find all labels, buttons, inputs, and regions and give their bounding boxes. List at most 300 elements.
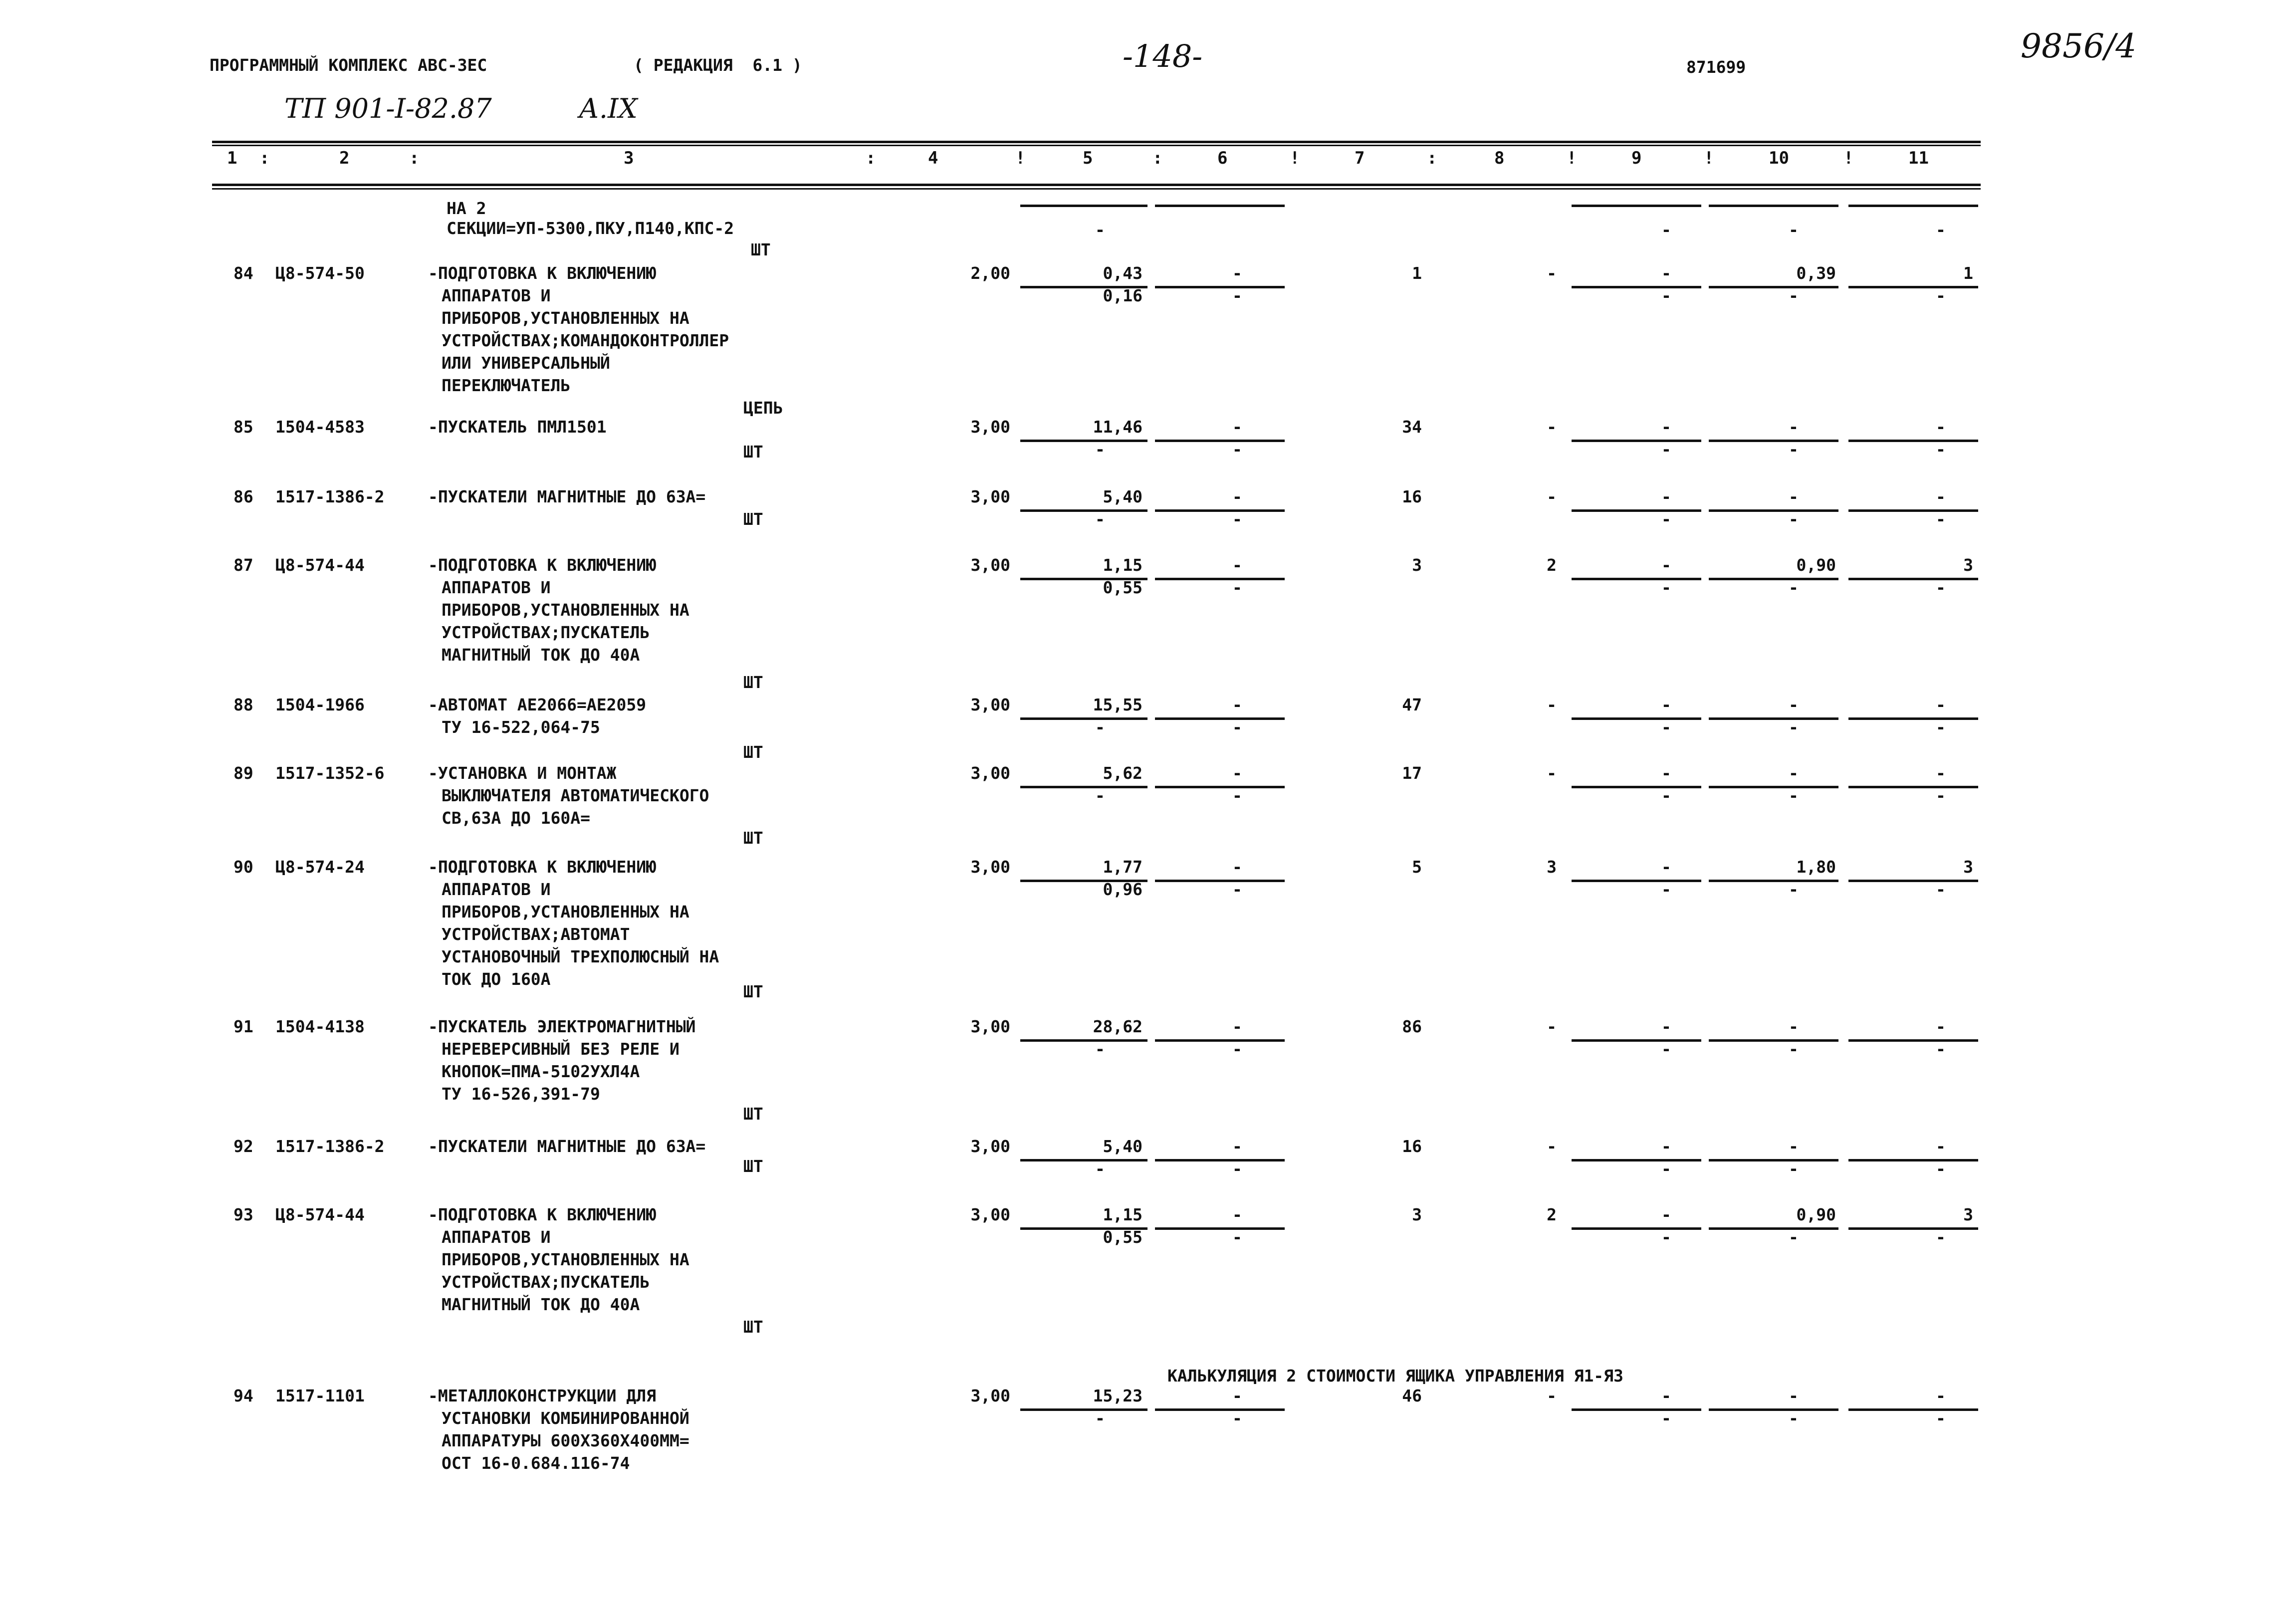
cell-value: - bbox=[1232, 509, 1242, 529]
cell-value: 0,16 bbox=[1103, 286, 1142, 305]
cell-value: - bbox=[1661, 880, 1671, 899]
cell-divider-rule bbox=[1155, 1039, 1285, 1042]
cell-value: - bbox=[1232, 487, 1242, 506]
cell-value: - bbox=[1232, 880, 1242, 899]
cell-value: - bbox=[1789, 1386, 1799, 1405]
cell-value: 5,40 bbox=[1103, 487, 1142, 506]
cell-value: 3,00 bbox=[970, 763, 1010, 783]
cell-divider-rule bbox=[1848, 717, 1978, 720]
cell-value: - bbox=[1547, 417, 1557, 437]
column-header: 4 bbox=[928, 148, 938, 168]
cell-value: - bbox=[1789, 440, 1799, 459]
cell-divider-rule bbox=[1848, 880, 1978, 882]
cell-value: - bbox=[1095, 1159, 1105, 1178]
cell-value: - bbox=[1095, 440, 1105, 459]
cell-value: - bbox=[1661, 1205, 1671, 1224]
desc-line: НА 2 bbox=[447, 199, 486, 218]
cell-divider-rule bbox=[1709, 440, 1838, 442]
unit-label: ШТ bbox=[743, 509, 763, 529]
cell-divider-rule bbox=[1572, 509, 1701, 512]
cell-divider-rule bbox=[1155, 786, 1285, 788]
column-separator: ! bbox=[1290, 148, 1300, 168]
cell-value: - bbox=[1547, 695, 1557, 714]
desc-line: УСТРОЙСТВАХ;АВТОМАТ bbox=[442, 925, 630, 944]
column-header: 5 bbox=[1083, 148, 1093, 168]
desc-line: ТУ 16-522,064-75 bbox=[442, 717, 600, 737]
cell-value: - bbox=[1661, 220, 1671, 239]
cell-divider-rule bbox=[1020, 1039, 1147, 1042]
cell-value: 16 bbox=[1402, 487, 1422, 506]
cell-value: 3 bbox=[1963, 1205, 1973, 1224]
cell-value: - bbox=[1936, 1386, 1946, 1405]
cell-value: - bbox=[1095, 1039, 1105, 1059]
cell-value: 3,00 bbox=[970, 1205, 1010, 1224]
cell-value: - bbox=[1232, 717, 1242, 737]
desc-line: ИЛИ УНИВЕРСАЛЬНЫЙ bbox=[442, 353, 610, 373]
column-header: 1 bbox=[227, 148, 237, 168]
cell-value: - bbox=[1789, 786, 1799, 805]
edition-label: ( РЕДАКЦИЯ 6.1 ) bbox=[634, 55, 802, 75]
page-number: -148- bbox=[1123, 38, 1203, 74]
cell-value: 2,00 bbox=[970, 263, 1010, 283]
cell-value: - bbox=[1232, 695, 1242, 714]
cell-divider-rule bbox=[1020, 440, 1147, 442]
resource-code: 1517-1386-2 bbox=[275, 1137, 385, 1156]
cell-value: 0,43 bbox=[1103, 263, 1142, 283]
cell-divider-rule bbox=[1155, 578, 1285, 580]
cell-value: - bbox=[1661, 1137, 1671, 1156]
row-number: 87 bbox=[233, 555, 253, 575]
cell-value: 5,40 bbox=[1103, 1137, 1142, 1156]
cell-divider-rule bbox=[1020, 509, 1147, 512]
desc-line: -ПУСКАТЕЛИ МАГНИТНЫЕ ДО 63А= bbox=[428, 487, 706, 506]
album-label: А.IХ bbox=[579, 93, 638, 124]
cell-value: - bbox=[1095, 509, 1105, 529]
cell-value: - bbox=[1936, 695, 1946, 714]
cell-value: 0,96 bbox=[1103, 880, 1142, 899]
corner-mark: 9856/4 bbox=[2021, 27, 2137, 65]
cell-divider-rule bbox=[1020, 717, 1147, 720]
cell-value: 1,15 bbox=[1103, 1205, 1142, 1224]
cell-value: - bbox=[1789, 487, 1799, 506]
cell-value: - bbox=[1936, 1137, 1946, 1156]
cell-value: 0,39 bbox=[1796, 263, 1836, 283]
cell-value: - bbox=[1936, 1227, 1946, 1247]
cell-divider-rule bbox=[1155, 880, 1285, 882]
cell-value: - bbox=[1661, 509, 1671, 529]
cell-value: 34 bbox=[1402, 417, 1422, 437]
cell-value: - bbox=[1661, 763, 1671, 783]
row-number: 94 bbox=[233, 1386, 253, 1405]
desc-line: УСТАНОВКИ КОМБИНИРОВАННОЙ bbox=[442, 1408, 689, 1428]
cell-value: 3,00 bbox=[970, 487, 1010, 506]
row-number: 91 bbox=[233, 1017, 253, 1036]
desc-line: МАГНИТНЫЙ ТОК ДО 40А bbox=[442, 645, 640, 665]
cell-divider-rule bbox=[1709, 1039, 1838, 1042]
unit-label: ШТ bbox=[743, 982, 763, 1001]
cell-divider-rule bbox=[1709, 717, 1838, 720]
cell-value: - bbox=[1936, 509, 1946, 529]
cell-divider-rule bbox=[1155, 286, 1285, 288]
cell-value: 5,62 bbox=[1103, 763, 1142, 783]
project-code: ТП 901-I-82.87 bbox=[284, 93, 492, 124]
column-header: 6 bbox=[1217, 148, 1228, 168]
cell-value: - bbox=[1789, 880, 1799, 899]
resource-code: 1517-1352-6 bbox=[275, 763, 385, 783]
cell-value: - bbox=[1936, 1408, 1946, 1428]
cell-value: 3,00 bbox=[970, 857, 1010, 877]
cell-value: - bbox=[1095, 1408, 1105, 1428]
desc-line: УСТРОЙСТВАХ;ПУСКАТЕЛЬ bbox=[442, 623, 650, 642]
cell-value: - bbox=[1232, 286, 1242, 305]
cell-value: - bbox=[1936, 786, 1946, 805]
desc-line: ПРИБОРОВ,УСТАНОВЛЕННЫХ НА bbox=[442, 1250, 689, 1269]
cell-value: 17 bbox=[1402, 763, 1422, 783]
row-number: 92 bbox=[233, 1137, 253, 1156]
cell-value: - bbox=[1661, 286, 1671, 305]
cell-divider-rule bbox=[1155, 1408, 1285, 1411]
cell-value: 3 bbox=[1547, 857, 1557, 877]
desc-line: ВЫКЛЮЧАТЕЛЯ АВТОМАТИЧЕСКОГО bbox=[442, 786, 709, 805]
cell-value: - bbox=[1095, 717, 1105, 737]
desc-line: МАГНИТНЫЙ ТОК ДО 40А bbox=[442, 1295, 640, 1314]
cell-value: - bbox=[1789, 509, 1799, 529]
cell-value: - bbox=[1232, 1227, 1242, 1247]
cell-value: - bbox=[1661, 1159, 1671, 1178]
desc-line: -ПОДГОТОВКА К ВКЛЮЧЕНИЮ bbox=[428, 555, 656, 575]
desc-line: -ПОДГОТОВКА К ВКЛЮЧЕНИЮ bbox=[428, 857, 656, 877]
cell-value: - bbox=[1661, 263, 1671, 283]
cell-value: - bbox=[1936, 286, 1946, 305]
row-number: 84 bbox=[233, 263, 253, 283]
cell-value: - bbox=[1789, 1137, 1799, 1156]
unit-label: ШТ bbox=[743, 1317, 763, 1337]
resource-code: Ц8-574-50 bbox=[275, 263, 365, 283]
cell-value: - bbox=[1661, 1039, 1671, 1059]
cell-value: 0,90 bbox=[1796, 555, 1836, 575]
cell-divider-rule bbox=[1709, 509, 1838, 512]
cell-value: - bbox=[1789, 763, 1799, 783]
unit-label: ЦЕПЬ bbox=[743, 398, 783, 418]
desc-line: АППАРАТОВ И bbox=[442, 286, 551, 305]
column-separator: : bbox=[1152, 148, 1163, 168]
cell-divider-rule bbox=[1709, 1408, 1838, 1411]
desc-line: СЕКЦИИ=УП-5300,ПКУ,П140,КПС-2 bbox=[447, 219, 734, 238]
cell-divider-rule bbox=[1572, 286, 1701, 288]
resource-code: 1504-1966 bbox=[275, 695, 365, 714]
desc-line: ПРИБОРОВ,УСТАНОВЛЕННЫХ НА bbox=[442, 600, 689, 620]
cell-value: 3 bbox=[1963, 857, 1973, 877]
resource-code: Ц8-574-44 bbox=[275, 555, 365, 575]
table-top-rule bbox=[212, 141, 1981, 143]
cell-value: 0,55 bbox=[1103, 578, 1142, 597]
cell-divider-rule bbox=[1572, 205, 1701, 207]
desc-line: ПРИБОРОВ,УСТАНОВЛЕННЫХ НА bbox=[442, 902, 689, 922]
cell-value: 0,55 bbox=[1103, 1227, 1142, 1247]
cell-value: - bbox=[1095, 220, 1105, 239]
cell-divider-rule bbox=[1848, 509, 1978, 512]
cell-value: 1 bbox=[1412, 263, 1422, 283]
column-separator: : bbox=[259, 148, 270, 168]
cell-value: - bbox=[1547, 487, 1557, 506]
cell-divider-rule bbox=[1848, 1227, 1978, 1230]
cell-value: - bbox=[1232, 786, 1242, 805]
cell-value: - bbox=[1936, 440, 1946, 459]
cell-divider-rule bbox=[1155, 1159, 1285, 1161]
cell-value: - bbox=[1936, 763, 1946, 783]
cell-value: - bbox=[1789, 578, 1799, 597]
desc-line: -ПОДГОТОВКА К ВКЛЮЧЕНИЮ bbox=[428, 1205, 656, 1224]
desc-line: АППАРАТОВ И bbox=[442, 880, 551, 899]
cell-divider-rule bbox=[1572, 1159, 1701, 1161]
cell-divider-rule bbox=[1572, 1039, 1701, 1042]
cell-value: - bbox=[1936, 880, 1946, 899]
desc-line: ОСТ 16-0.684.116-74 bbox=[442, 1453, 630, 1473]
desc-line: ТОК ДО 160А bbox=[442, 969, 551, 989]
unit-label: ШТ bbox=[743, 673, 763, 692]
row-number: 89 bbox=[233, 763, 253, 783]
desc-line: ПЕРЕКЛЮЧАТЕЛЬ bbox=[442, 376, 571, 395]
cell-divider-rule bbox=[1848, 205, 1978, 207]
cell-value: - bbox=[1232, 417, 1242, 437]
cell-value: - bbox=[1936, 220, 1946, 239]
cell-divider-rule bbox=[1709, 286, 1838, 288]
cell-value: - bbox=[1232, 1017, 1242, 1036]
cell-value: - bbox=[1232, 440, 1242, 459]
cell-value: - bbox=[1936, 1039, 1946, 1059]
header-bottom-rule-2 bbox=[212, 188, 1981, 190]
desc-line: -УСТАНОВКА И МОНТАЖ bbox=[428, 763, 617, 783]
row-number: 93 bbox=[233, 1205, 253, 1224]
cell-divider-rule bbox=[1572, 578, 1701, 580]
cell-value: 3 bbox=[1412, 1205, 1422, 1224]
cell-value: 3,00 bbox=[970, 695, 1010, 714]
desc-line: -ПОДГОТОВКА К ВКЛЮЧЕНИЮ bbox=[428, 263, 656, 283]
resource-code: 1504-4583 bbox=[275, 417, 365, 437]
cell-value: 2 bbox=[1547, 555, 1557, 575]
cell-value: - bbox=[1095, 786, 1105, 805]
cell-value: 3,00 bbox=[970, 417, 1010, 437]
desc-line: -ПУСКАТЕЛЬ ЭЛЕКТРОМАГНИТНЫЙ bbox=[428, 1017, 696, 1036]
cell-value: - bbox=[1547, 1017, 1557, 1036]
column-header: 3 bbox=[624, 148, 634, 168]
cell-value: - bbox=[1936, 1159, 1946, 1178]
cell-value: 86 bbox=[1402, 1017, 1422, 1036]
cell-value: - bbox=[1232, 857, 1242, 877]
cell-value: 11,46 bbox=[1093, 417, 1142, 437]
unit-label: ШТ bbox=[743, 828, 763, 848]
cell-value: - bbox=[1789, 1159, 1799, 1178]
cell-value: 15,55 bbox=[1093, 695, 1142, 714]
cell-divider-rule bbox=[1709, 1159, 1838, 1161]
cell-divider-rule bbox=[1848, 578, 1978, 580]
cell-value: - bbox=[1232, 763, 1242, 783]
column-header: 10 bbox=[1769, 148, 1789, 168]
cell-value: - bbox=[1661, 786, 1671, 805]
cell-value: - bbox=[1789, 1227, 1799, 1247]
desc-line: КНОПОК=ПМА-5102УХЛ4А bbox=[442, 1062, 640, 1081]
cell-divider-rule bbox=[1572, 1408, 1701, 1411]
cell-divider-rule bbox=[1572, 717, 1701, 720]
cell-value: - bbox=[1661, 695, 1671, 714]
desc-line: НЕРЕВЕРСИВНЫЙ БЕЗ РЕЛЕ И bbox=[442, 1039, 680, 1059]
cell-value: - bbox=[1789, 695, 1799, 714]
cell-divider-rule bbox=[1848, 440, 1978, 442]
desc-line: УСТРОЙСТВАХ;ПУСКАТЕЛЬ bbox=[442, 1272, 650, 1292]
desc-line: -АВТОМАТ АЕ2066=АЕ2059 bbox=[428, 695, 647, 714]
cell-value: - bbox=[1789, 717, 1799, 737]
cell-value: - bbox=[1661, 487, 1671, 506]
cell-divider-rule bbox=[1709, 205, 1838, 207]
cell-value: 3,00 bbox=[970, 1137, 1010, 1156]
cell-value: - bbox=[1936, 487, 1946, 506]
cell-divider-rule bbox=[1020, 786, 1147, 788]
cell-value: 0,90 bbox=[1796, 1205, 1836, 1224]
cell-divider-rule bbox=[1709, 1227, 1838, 1230]
cell-value: - bbox=[1789, 286, 1799, 305]
resource-code: 1517-1101 bbox=[275, 1386, 365, 1405]
column-separator: ! bbox=[1704, 148, 1714, 168]
cell-value: 46 bbox=[1402, 1386, 1422, 1405]
cell-value: - bbox=[1661, 717, 1671, 737]
cell-value: 15,23 bbox=[1093, 1386, 1142, 1405]
section-title: КАЛЬКУЛЯЦИЯ 2 СТОИМОСТИ ЯЩИКА УПРАВЛЕНИЯ Я1-Я3 bbox=[1167, 1366, 1623, 1386]
desc-line: АППАРАТУРЫ 600Х360Х400ММ= bbox=[442, 1431, 689, 1450]
program-title: ПРОГРАММНЫЙ КОМПЛЕКС АВС-ЗЕС bbox=[210, 55, 487, 75]
cell-divider-rule bbox=[1020, 1159, 1147, 1161]
cell-value: - bbox=[1661, 1017, 1671, 1036]
cell-value: - bbox=[1661, 857, 1671, 877]
unit-label: ШТ bbox=[751, 240, 771, 259]
cell-value: 1,80 bbox=[1796, 857, 1836, 877]
resource-code: Ц8-574-44 bbox=[275, 1205, 365, 1224]
cell-value: - bbox=[1232, 555, 1242, 575]
cell-value: - bbox=[1232, 263, 1242, 283]
row-number: 88 bbox=[233, 695, 253, 714]
desc-line: -МЕТАЛЛОКОНСТРУКЦИИ ДЛЯ bbox=[428, 1386, 656, 1405]
cell-value: 1 bbox=[1963, 263, 1973, 283]
column-separator: : bbox=[866, 148, 876, 168]
cell-value: 1,15 bbox=[1103, 555, 1142, 575]
cell-divider-rule bbox=[1848, 786, 1978, 788]
cell-value: - bbox=[1232, 1408, 1242, 1428]
cell-divider-rule bbox=[1155, 509, 1285, 512]
cell-value: - bbox=[1547, 763, 1557, 783]
cell-value: - bbox=[1936, 578, 1946, 597]
column-header: 7 bbox=[1355, 148, 1365, 168]
table-top-rule-2 bbox=[212, 145, 1981, 146]
cell-divider-rule bbox=[1572, 1227, 1701, 1230]
cell-divider-rule bbox=[1155, 440, 1285, 442]
desc-line: УСТРОЙСТВАХ;КОМАНДОКОНТРОЛЛЕР bbox=[442, 331, 729, 350]
cell-value: - bbox=[1661, 440, 1671, 459]
column-header: 8 bbox=[1494, 148, 1505, 168]
desc-line: ПРИБОРОВ,УСТАНОВЛЕННЫХ НА bbox=[442, 308, 689, 328]
cell-value: - bbox=[1789, 1408, 1799, 1428]
cell-divider-rule bbox=[1572, 880, 1701, 882]
column-header: 2 bbox=[339, 148, 350, 168]
cell-value: - bbox=[1547, 263, 1557, 283]
row-number: 86 bbox=[233, 487, 253, 506]
desc-line: -ПУСКАТЕЛИ МАГНИТНЫЕ ДО 63А= bbox=[428, 1137, 706, 1156]
cell-value: - bbox=[1232, 1159, 1242, 1178]
cell-divider-rule bbox=[1155, 205, 1285, 207]
cell-divider-rule bbox=[1848, 286, 1978, 288]
unit-label: ШТ bbox=[743, 1104, 763, 1124]
cell-value: - bbox=[1547, 1137, 1557, 1156]
cell-value: 16 bbox=[1402, 1137, 1422, 1156]
unit-label: ШТ bbox=[743, 1157, 763, 1176]
cell-divider-rule bbox=[1848, 1408, 1978, 1411]
cell-value: 3 bbox=[1412, 555, 1422, 575]
cell-value: 3,00 bbox=[970, 555, 1010, 575]
row-number: 90 bbox=[233, 857, 253, 877]
cell-value: 3 bbox=[1963, 555, 1973, 575]
resource-code: Ц8-574-24 bbox=[275, 857, 365, 877]
column-header: 11 bbox=[1908, 148, 1929, 168]
cell-divider-rule bbox=[1709, 786, 1838, 788]
cell-value: - bbox=[1232, 578, 1242, 597]
column-separator: : bbox=[409, 148, 420, 168]
row-number: 85 bbox=[233, 417, 253, 437]
cell-value: - bbox=[1936, 1017, 1946, 1036]
cell-divider-rule bbox=[1709, 578, 1838, 580]
cell-value: 47 bbox=[1402, 695, 1422, 714]
desc-line: УСТАНОВОЧНЫЙ ТРЕХПОЛЮСНЫЙ НА bbox=[442, 947, 719, 966]
cell-divider-rule bbox=[1155, 717, 1285, 720]
cell-divider-rule bbox=[1020, 205, 1147, 207]
cell-value: - bbox=[1661, 1227, 1671, 1247]
desc-line: СВ,63А ДО 160А= bbox=[442, 808, 591, 828]
cell-divider-rule bbox=[1709, 880, 1838, 882]
cell-divider-rule bbox=[1572, 440, 1701, 442]
cell-value: - bbox=[1232, 1205, 1242, 1224]
column-separator: ! bbox=[1843, 148, 1854, 168]
cell-value: 3,00 bbox=[970, 1386, 1010, 1405]
cell-value: - bbox=[1232, 1386, 1242, 1405]
document-code: 871699 bbox=[1686, 57, 1746, 77]
cell-value: - bbox=[1936, 717, 1946, 737]
cell-value: 5 bbox=[1412, 857, 1422, 877]
resource-code: 1517-1386-2 bbox=[275, 487, 385, 506]
cell-value: - bbox=[1789, 1017, 1799, 1036]
column-separator: ! bbox=[1567, 148, 1577, 168]
cell-value: - bbox=[1661, 1386, 1671, 1405]
cell-value: - bbox=[1936, 417, 1946, 437]
desc-line: -ПУСКАТЕЛЬ ПМЛ1501 bbox=[428, 417, 607, 437]
cell-value: - bbox=[1232, 1137, 1242, 1156]
cell-value: 2 bbox=[1547, 1205, 1557, 1224]
cell-value: - bbox=[1661, 1408, 1671, 1428]
cell-divider-rule bbox=[1848, 1039, 1978, 1042]
cell-value: - bbox=[1661, 555, 1671, 575]
desc-line: ТУ 16-526,391-79 bbox=[442, 1084, 600, 1104]
unit-label: ШТ bbox=[743, 742, 763, 762]
column-header: 9 bbox=[1631, 148, 1642, 168]
cell-value: - bbox=[1789, 417, 1799, 437]
cell-value: 3,00 bbox=[970, 1017, 1010, 1036]
desc-line: АППАРАТОВ И bbox=[442, 578, 551, 597]
cell-value: - bbox=[1661, 417, 1671, 437]
cell-value: 28,62 bbox=[1093, 1017, 1142, 1036]
cell-divider-rule bbox=[1572, 786, 1701, 788]
cell-divider-rule bbox=[1155, 1227, 1285, 1230]
cell-value: - bbox=[1661, 578, 1671, 597]
desc-line: АППАРАТОВ И bbox=[442, 1227, 551, 1247]
column-separator: : bbox=[1427, 148, 1437, 168]
cell-value: - bbox=[1232, 1039, 1242, 1059]
cell-value: 1,77 bbox=[1103, 857, 1142, 877]
